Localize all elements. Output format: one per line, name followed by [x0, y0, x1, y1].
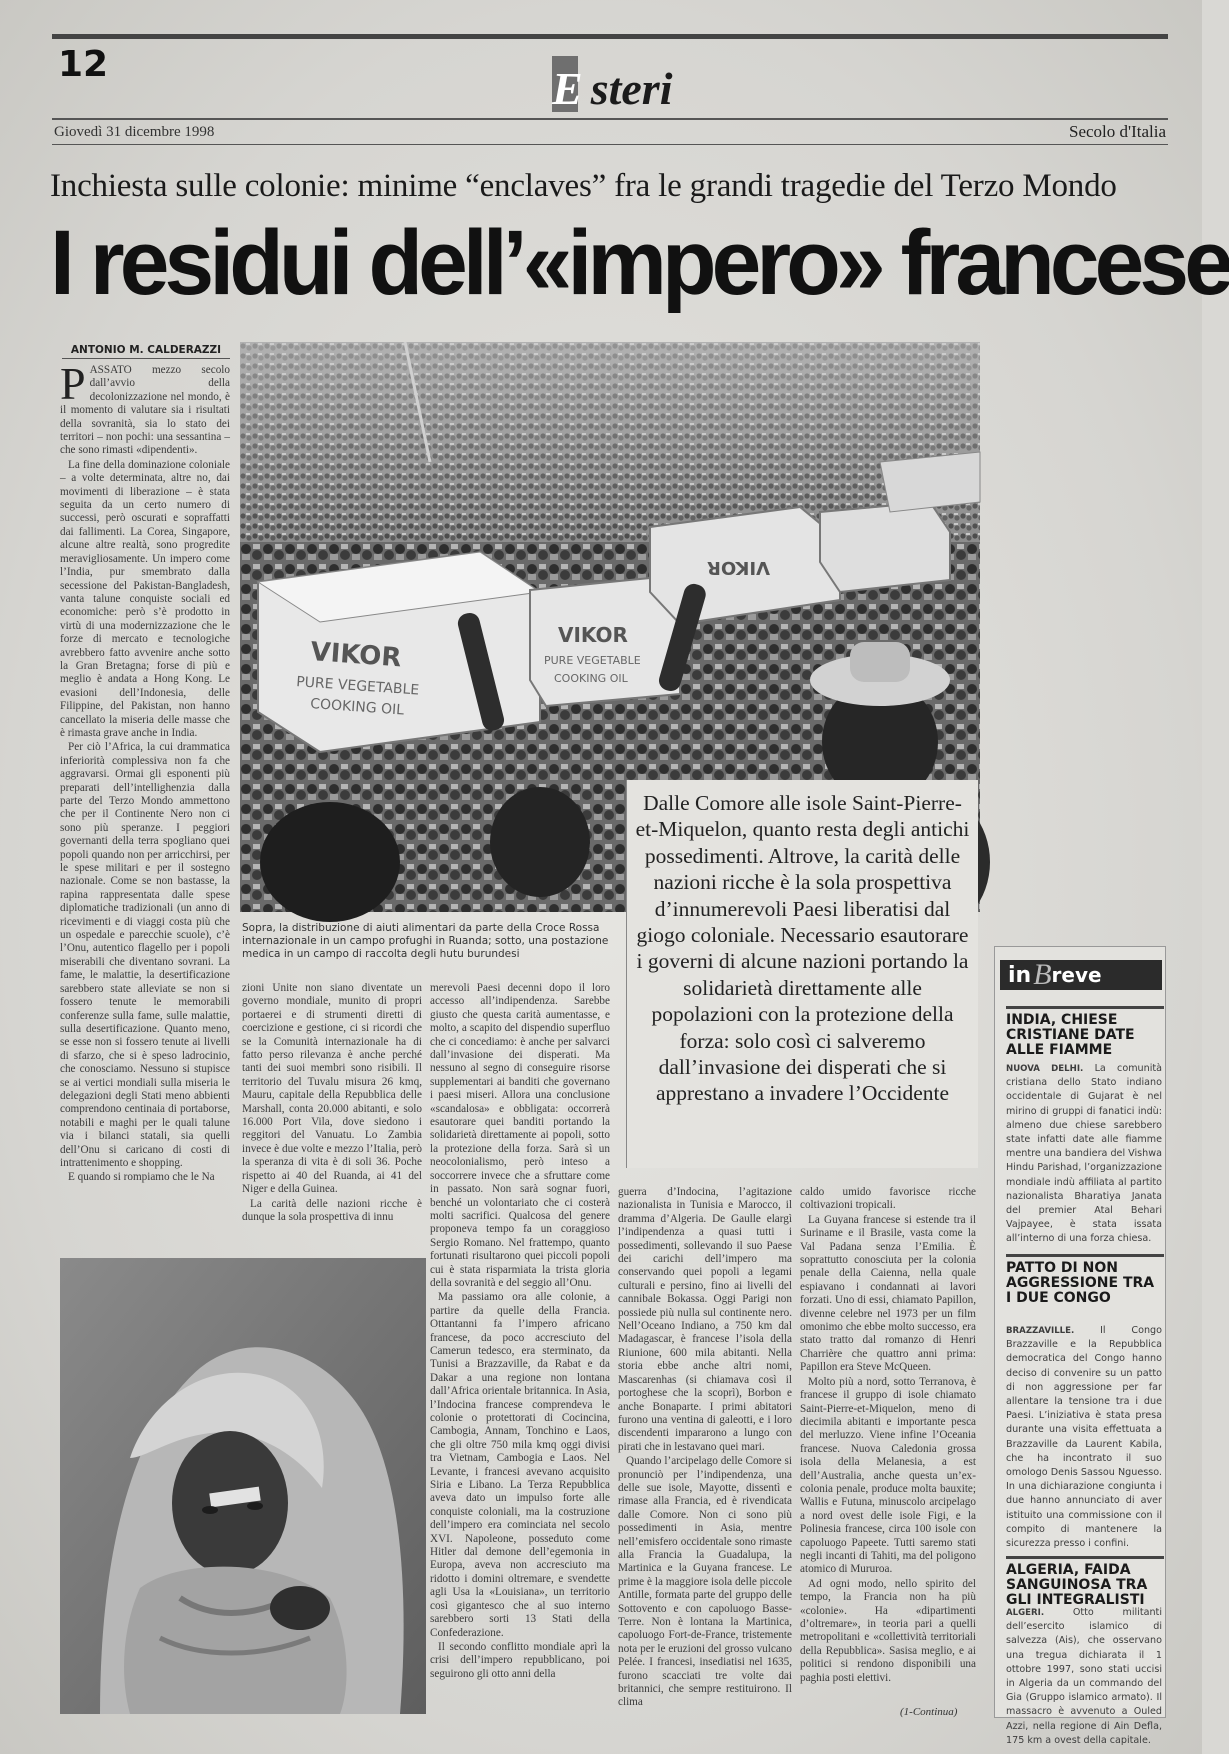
brief-city: NUOVA DELHI.: [1006, 1064, 1084, 1074]
in-breve-in: in: [1008, 962, 1032, 988]
paragraph: Ad ogni modo, nello spirito del tempo, la Francia non ha più «colonie». Ha «dipartimenti d’oltremare», in teoria pari a quelli metropolitani e «collettività territoriali della Repubblica». Sasisa meglio, e ai politici si rendono disponibili una paghia posti elettivi.: [800, 1577, 976, 1684]
continued-note: (1-Continua): [900, 1706, 958, 1718]
brief-city: BRAZZAVILLE.: [1006, 1326, 1075, 1336]
brief-body: Otto militanti dell’esercito islamico di salvezza (Ais), che osservano una tregua dichiarata il 1 ottobre 1997, sono stati uccisi in Algeria da un commando del Gia (Gruppo islamico armato). Il massacro è avvenuto a Ouled Azzi, nella regione di Ain Defla, 175 km a ovest della capitale.: [1006, 1607, 1162, 1746]
dropcap: P: [60, 358, 86, 409]
paragraph: zioni Unite non siano diventate un governo mondiale, munito di propri portaerei e di strumenti diretti di coercizione e gestione, ci si ricordi che se la Comunità internazionale ha di fatto perso rilevanza è anche perché tanti dei suoi membri sono risibili. Il territorio del Tuvalu misura 26 kmq, Mauru, capitale della Repubblica delle Marshall, conta 20.000 abitanti, e solo 16.000 Port Vila, dove siedono i reggitori del Vanuatu. Lo Zambia invece è due volte e mezzo l’Italia, però la speranza di vita è di soli 36. Poche rispetto ai 40 del Ruanda, ai 41 del Niger e della Guinea.: [242, 982, 422, 1196]
in-breve-cap: B: [1033, 958, 1052, 991]
brief-title: INDIA, CHIESE CRISTIANE DATE ALLE FIAMME: [1006, 1006, 1164, 1058]
paragraph: La carità delle nazioni ricche è dunque la sola prospettiva di innu: [242, 1197, 422, 1223]
pull-quote: Dalle Comore alle isole Saint-Pierre-et-Miquelon, quanto resta degli antichi possedimenti. Altrove, la carità delle nazioni ricche è la sola prospettiva d’innumerevoli Paesi liberatisi dal giogo coloniale. Necessario esautorare i governi di alcune nazioni portando la solidarietà direttamente alle popolazioni con la protezione della forza: solo così ci salveremo dall’invasione dei disperati che si apprestano a invadere l’Occidente: [626, 780, 978, 1168]
brief-body: La comunità cristiana dello Stato indiano occidentale di Gujarat è nel mirino di gruppi di fanatici indù: almeno due chiese sarebbero state infatti date alle fiamme mentre una bandiera del Vishwa Hindu Parishad, l’organizzazione mondiale indù affiliata al partito nazionalista Bharatiya Janata del premier Atal Behari Vajpayee, è stata issata all’interno di una forza chiesa.: [1006, 1063, 1163, 1245]
section-rest-letters: steri: [590, 63, 673, 114]
section-title-text: [552, 63, 673, 114]
section-cap-letter: E: [552, 63, 583, 114]
paragraph: merevoli Paesi decenni dopo il loro accesso all’indipendenza. Sarebbe giusto che questa carità aumentasse, e molto, a scapito del dispendio superfluo che ci concediamo: è anche per salvarci dall’invasione dei disperati. Ma nessuno al segno di conseguire risorse supplementari ai banditi che governano i paesi miseri. Allora una conclusione «scandalosa» e obbligata: occorrerà esautorare quei banditi portando la solidarietà direttamente ai popoli, sotto la protezione della forza. Sarà sì un neocolonialismo, però inteso a soccorrere invece che a sfruttare come in passato. Non sarà sognar fuori, benché un volontariato che ci costerà molti sacrifici. Qualcosa del genere proponeva tempo fa un coraggioso Sergio Romano. Nel frattempo, quanto fortunati risultarono quei piccoli popoli cui è stata risparmiata la trista gloria della sovranità e del seggio all’Onu.: [430, 982, 610, 1289]
crate-label: VIKOR: [707, 557, 770, 578]
crate-label: COOKING OIL: [554, 672, 628, 685]
brief-title: ALGERIA, FAIDA SANGUINOSA TRA GLI INTEGRALISTI: [1006, 1556, 1164, 1608]
masthead: Secolo d'Italia: [1068, 122, 1166, 141]
paragraph: Il secondo conflitto mondiale aprì la crisi dell’impero repubblicano, poi seguirono gli otto anni della: [430, 1640, 610, 1680]
paragraph: La Guyana francese si estende tra il Suriname e il Brasile, vasta come la Val Padana senza l’Emilia. È soprattutto conosciuta per la colonia penale della Caienna, nella quale espiavano i condannati ai lavori forzati. Uno di essi, chiamato Papillon, divenne celebre nel 1973 per un film omonimo che ebbe molto successo, era stato tratto dal romanzo di Henri Charrière che quattro anni prima: Papillon era Steve McQueen.: [800, 1213, 976, 1374]
crate-label: VIKOR: [558, 623, 628, 647]
crate-label: VIKOR: [309, 637, 403, 674]
section-title: [552, 52, 672, 112]
crate-label: COOKING OIL: [309, 696, 405, 719]
brief-text: [1006, 1606, 1162, 1746]
paragraph: Molto più a nord, sotto Terranova, è francese il gruppo di isole chiamato Saint-Pierre-et-Miquelon, meno di diecimila abitanti e importante pesca del merluzzo. Viene infine l’Oceania francese. Nuova Caledonia grossa isola della Melanesia, a est dell’Australia, anche questa un’ex-colonia penale, produce molta bauxite; Wallis e Futuna, minuscolo arcipelago a nord ovest delle isole Figi, e la Polinesia francese, circa 100 isole con capoluogo Papeete. Tutti saremo stati negli incanti di Tahiti, ma del poligono atomico di Mururoa.: [800, 1375, 976, 1576]
paragraph: Per ciò l’Africa, la cui drammatica inferiorità complessiva non fa che aggravarsi. Ormai gli esponenti più preparati dell’intellighenzia dalla parte del Terzo Mondo ammettono che per il Continente Nero non ci sono più speranze. I peggiori governanti della terra spogliano quei popoli quando non per arricchirsi, per le spese militari e per il sostegno nazionale. Come se non bastasse, la rapina rappresentata dalle spese diplomatiche tradizionali (un anno di ricevimenti e di viaggi costa più che un ospedale e parecchie scuole), c’è l’Onu, autentico flagello per i popoli miserabili che diventano sovrani. La fame, le malattie, la desertificazione sarebbero state alleviate se non si fossero tenute le memorabili conferenze sulla fame, sulle malattie, sulla desertificazione. Quanto meno, se esse non si fossero tenute ai livelli di sfarzo, che si è speso ladrocinio, che conosciamo. Nessuno si stupisce se ai vertici mondiali sulla miseria le delegazioni degli Stati meno abbienti comprendono centinaia di portaborse, notabili e maghi per le quali talune via i bilanci statali, sia quelli dell’Onu si caricano di costi di intrattenimento e shopping.: [60, 741, 230, 1169]
paragraph: Ma passiamo ora alle colonie, a partire da quelle della Francia. Ottantanni fa l’impero africano francese, da poco accresciuto del Camerun tedesco, era sterminato, da Tunisi a Brazzaville, da Rabat e da Dakar a una regione non lontana dall’Africa orientale britannica. In Asia, l’Indocina francese comprendeva le colonie o protettorati di Cocincina, Cambogia, Annam, Tonchino e Laos, che gli oltre 750 mila kmq oggi divisi tra Vietnam, Cambogia e Laos. Nel Levante, i francesi avevano acquisito Siria e Libano. La Terza Repubblica aveva dato un impulso forte alle conquiste coloniali, ma la costruzione dell’impero era cominciata nel secolo XVI. Napoleone, posseduto come Hitler dal demone dell’egemonia in Europa, aveva non accresciuto ma ridotto i domini oltremare, e svendette agli Usa la «Louisiana», un territorio così gigantesco che al suo interno sarebbero sorti 13 Stati della Confederazione.: [430, 1291, 610, 1639]
page-number: 12: [58, 44, 109, 85]
hooded-person-photo: [60, 1258, 426, 1714]
article-headline: I residui dell’«impero» francese: [50, 212, 1229, 314]
paragraph: guerra d’Indocina, l’agitazione nazionalista in Tunisia e Marocco, il dramma d’Algeria. De Gaulle elargì l’indipendenza a quasi tutti i possedimenti, sollevando il suo Paese dei carichi dell’impero ma conservando quei popoli a legami culturali e persino, fino ai livelli del cannibale Bokassa. Oggi Parigi non possiede più nulla sul continente nero. Nell’Oceano Indiano, a 750 km dal Madagascar, è francese l’isola della Riunione, 600 mila abitanti. Nella storia ebbe anche altri nomi, Mascarenhas (si chiamava così il portoghese che la scoprì), Borbon e anche Bonaparte. I primi abitatori furono una ventina di galeotti, e i loro discendenti impararono a lungo con pirati che in lestavano quei mari.: [618, 1186, 792, 1453]
crate-label: PURE VEGETABLE: [544, 654, 641, 667]
dateline: Giovedì 31 dicembre 1998: [54, 124, 215, 140]
in-breve-label: [1000, 960, 1162, 990]
in-breve-rest: reve: [1051, 963, 1102, 987]
article-column-2: [242, 982, 422, 1226]
hooded-person-graphic: [60, 1258, 426, 1714]
brief-city: ALGERI.: [1006, 1608, 1045, 1618]
paragraph: ASSATO mezzo secolo dall’avvio della decolonizzazione nel mondo, è il momento di valutare sia i risultati della sovranità, sia lo stato dei territori – non pochi: una sessantina – che sono rimasti «dipendenti».: [60, 364, 230, 457]
brief-title: PATTO DI NON AGGRESSIONE TRA I DUE CONGO: [1006, 1254, 1164, 1306]
brief-text: [1006, 1324, 1162, 1548]
header-rule: [52, 118, 1168, 120]
article-column-3: [430, 982, 610, 1722]
header-rule-bottom: [52, 144, 1168, 145]
paragraph: Quando l’arcipelago delle Comore si pronunciò per l’indipendenza, una delle sue isole, Mayotte, dissentì e rimase alla Francia, ed è rivendicata dalle Comore. Non ci sono più possedimenti in Asia, mentre nell’emisfero occidentale sono rimaste alla Francia la Guadalupa, la Martinica e la Guyana francese. Le prime è la maggiore isola delle piccole Antille, formata parte del gruppo delle Sottovento e con capoluogo Basse-Terre. Non è lontana la Martinica, capoluogo Fort-de-France, tristemente nota per le eruzioni del grosso vulcano Pelée. I francesi, insediatisi nel 1635, furono scacciati tre volte dai britannici, che sempre restituirono. Il clima: [618, 1455, 792, 1709]
article-column-5: [800, 1186, 976, 1706]
article-kicker: Inchiesta sulle colonie: minime “enclaves” fra le grandi tragedie del Terzo Mondo: [50, 168, 1117, 204]
brief-text: [1006, 1062, 1163, 1245]
brief-body: Il Congo Brazzaville e la Repubblica democratica del Congo hanno deciso di convenire su un patto di non aggressione per far allentare la tensione tra i due Paesi. L’iniziativa è stata presa durante una visita effettuata a Brazzaville da Laurent Kabila, che ha incontrato il suo omologo Denis Sassou Nguesso. In una dichiarazione congiunta i due hanno annunciato di aver istituito una commissione con il compito di mantenere la sicurezza presso i confini.: [1006, 1325, 1162, 1550]
paragraph: E quando si rompiamo che le Na: [68, 1171, 215, 1184]
paragraph: La fine della dominazione coloniale – a volte determinata, altre no, dai movimenti di liberazione – è stata seguita da un certo numero di successi, però oscurati e sopraffatti dai fallimenti. La Corea, Singapore, alcune altre realtà, sono progredite meravigliosamente. Un impero come l’India, pur smembrato dalla secessione del Pakistan-Bangladesh, vanta talune conquiste sociali ed economiche: però s’è prodotto in virtù di una modernizzazione che le forze di mercato e tecnologiche avrebbero fatto avvenire anche sotto la Gran Bretagna; forse di più e meglio è andata a Hong Kong. Le evasioni dell’Indonesia, delle Filippine, del Pakistan, non hanno cancellato la miseria delle masse che è rimasta grave anche in India.: [60, 458, 230, 739]
photo-caption: Sopra, la distribuzione di aiuti alimentari da parte della Croce Rossa internazionale in un campo profughi in Ruanda; sotto, una postazione medica in un campo di raccolta degli hutu burundesi: [242, 922, 609, 960]
byline: ANTONIO M. CALDERAZZI: [62, 344, 230, 359]
article-column-4: [618, 1186, 792, 1722]
crate-label: PURE VEGETABLE: [295, 674, 420, 699]
top-rule: [52, 34, 1168, 39]
paragraph: caldo umido favorisce ricche coltivazioni tropicali.: [800, 1186, 976, 1212]
